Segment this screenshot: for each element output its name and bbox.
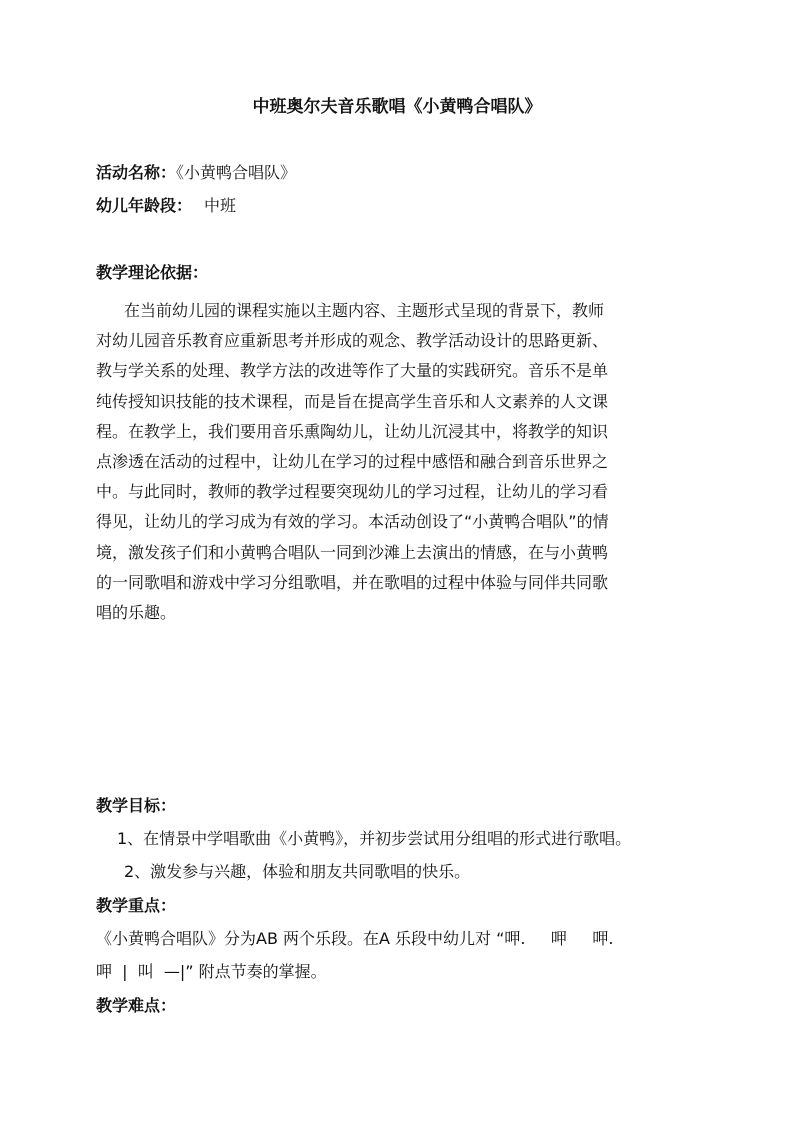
difficulty-heading: 教学难点： xyxy=(96,996,177,1015)
key-points-line: 《小黄鸭合唱队》分为AB 两个乐段。在A 乐段中幼儿对 “呷. 呷 呷. xyxy=(96,929,614,948)
theory-line: 的一同歌唱和游戏中学习分组歌唱，并在歌唱的过程中体验与同伴共同歌 xyxy=(96,572,609,592)
theory-heading: 教学理论依据： xyxy=(96,263,209,282)
theory-paragraph xyxy=(96,296,700,628)
activity-name-value: 《小黄鸭合唱队》 xyxy=(176,163,297,182)
age-group-row xyxy=(96,193,236,216)
theory-line: 纯传授知识技能的技术课程，而是旨在提高学生音乐和人文素养的人文课 xyxy=(96,391,609,411)
theory-line: 中。与此同时，教师的教学过程要突现幼儿的学习过程，让幼儿的学习看 xyxy=(96,482,609,502)
theory-line: 境，激发孩子们和小黄鸭合唱队一同到沙滩上去演出的情感，在与小黄鸭 xyxy=(96,542,609,562)
theory-line: 教与学关系的处理、教学方法的改进等作了大量的实践研究。音乐不是单 xyxy=(96,361,609,381)
key-points-heading: 教学重点： xyxy=(96,896,177,915)
age-group-value: 中班 xyxy=(204,196,237,215)
goals-heading: 教学目标： xyxy=(96,796,177,815)
activity-name-row xyxy=(96,160,296,183)
theory-line: 程。在教学上，我们要用音乐熏陶幼儿，让幼儿沉浸其中，将教学的知识 xyxy=(96,421,609,441)
theory-line: 得见，让幼儿的学习成为有效的学习。本活动创设了“小黄鸭合唱队”的情 xyxy=(96,512,609,532)
document-title: 中班奥尔夫音乐歌唱《小黄鸭合唱队》 xyxy=(252,97,542,117)
age-group-label: 幼儿年龄段： xyxy=(96,196,193,215)
theory-line: 唱的乐趣。 xyxy=(96,603,177,623)
goal-item: 2、激发参与兴趣，体验和朋友共同歌唱的快乐。 xyxy=(124,862,471,881)
theory-line: 点渗透在活动的过程中，让幼儿在学习的过程中感悟和融合到音乐世界之 xyxy=(96,452,609,472)
activity-name-label: 活动名称： xyxy=(96,163,177,182)
theory-line: 对幼儿园音乐教育应重新思考并形成的观念、教学活动设计的思路更新、 xyxy=(96,331,609,351)
goal-item: 1、在情景中学唱歌曲《小黄鸭》，并初步尝试用分组唱的形式进行歌唱。 xyxy=(117,829,632,848)
theory-line: 在当前幼儿园的课程实施以主题内容、主题形式呈现的背景下，教师 xyxy=(124,301,605,320)
key-points-line: 呷 | 叫 —|” 附点节奏的掌握。 xyxy=(96,962,327,981)
